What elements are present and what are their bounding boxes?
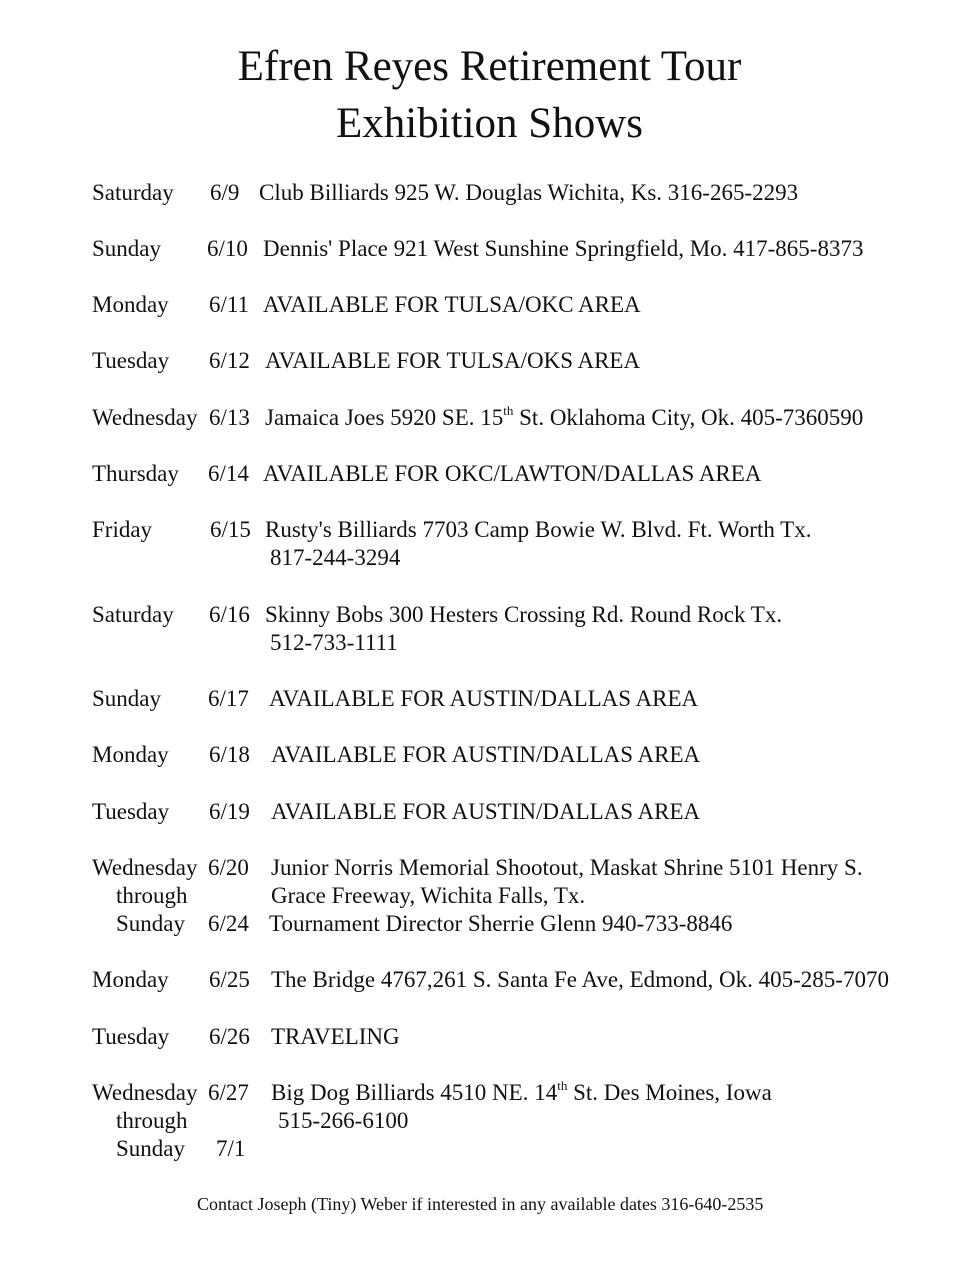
entry-day: Sunday	[92, 236, 161, 261]
entry-director: Tournament Director Sherrie Glenn 940-733-8846	[269, 911, 733, 936]
entry-venue: Big Dog Billiards 4510 NE. 14th St. Des Moines, Iowa	[271, 1078, 772, 1105]
entry-day: Friday	[92, 517, 153, 542]
entry-venue: Dennis' Place 921 West Sunshine Springfield, Mo. 417-865-8373	[263, 236, 864, 261]
entry-date: 6/15	[210, 517, 251, 542]
entry-phone: 512-733-1111	[270, 630, 398, 655]
entry-day: Saturday	[92, 180, 174, 205]
entry-day: Thursday	[92, 461, 179, 486]
entry-end-day: Sunday	[116, 911, 185, 936]
entry-date: 6/26	[209, 1024, 250, 1049]
title-line-2: Exhibition Shows	[335, 100, 643, 147]
entry-venue-cont: Grace Freeway, Wichita Falls, Tx.	[271, 883, 586, 908]
entry-day: Wednesday	[92, 1080, 198, 1105]
entry-venue: Skinny Bobs 300 Hesters Crossing Rd. Round Rock Tx.	[265, 602, 783, 627]
entry-venue: The Bridge 4767,261 S. Santa Fe Ave, Edmond, Ok. 405-285-7070	[271, 967, 889, 992]
entry-venue: Jamaica Joes 5920 SE. 15th St. Oklahoma City, Ok. 405-7360590	[265, 403, 864, 430]
title-line-1: Efren Reyes Retirement Tour	[237, 43, 742, 90]
entry-end-date: 7/1	[216, 1136, 246, 1161]
entry-day: Monday	[92, 292, 169, 317]
entry-day: Sunday	[92, 686, 161, 711]
entry-venue: AVAILABLE FOR AUSTIN/DALLAS AREA	[271, 742, 701, 767]
entry-date: 6/13	[209, 405, 250, 430]
entry-date: 6/18	[209, 742, 250, 767]
entry-date: 6/25	[209, 967, 250, 992]
entry-day: Tuesday	[92, 1024, 170, 1049]
entry-end-day: Sunday	[116, 1136, 185, 1161]
entry-day: Wednesday	[92, 405, 198, 430]
entry-phone: 515-266-6100	[278, 1108, 409, 1133]
entry-day: Tuesday	[92, 799, 170, 824]
entry-day: Saturday	[92, 602, 174, 627]
entry-venue: AVAILABLE FOR TULSA/OKS AREA	[265, 348, 641, 373]
contact-note: Contact Joseph (Tiny) Weber if interested in any available dates 316-640-2535	[197, 1194, 764, 1214]
entry-date: 6/9	[210, 180, 240, 205]
entry-date: 6/10	[207, 236, 248, 261]
entry-date: 6/20	[208, 855, 249, 880]
entry-venue: TRAVELING	[271, 1024, 400, 1049]
entry-venue: AVAILABLE FOR AUSTIN/DALLAS AREA	[271, 799, 701, 824]
entry-date: 6/17	[208, 686, 249, 711]
entry-date: 6/11	[209, 292, 250, 317]
entry-day: Monday	[92, 967, 169, 992]
entry-venue: Junior Norris Memorial Shootout, Maskat Shrine 5101 Henry S.	[271, 855, 863, 880]
entry-through: through	[116, 883, 188, 908]
entry-date: 6/27	[208, 1080, 249, 1105]
entry-day: Wednesday	[92, 855, 198, 880]
entry-venue: AVAILABLE FOR TULSA/OKC AREA	[263, 292, 641, 317]
entry-date: 6/16	[209, 602, 250, 627]
entry-day: Monday	[92, 742, 169, 767]
entry-through: through	[116, 1108, 188, 1133]
entry-date: 6/14	[208, 461, 249, 486]
entry-venue: Club Billiards 925 W. Douglas Wichita, Ks. 316-265-2293	[259, 180, 799, 205]
entry-phone: 817-244-3294	[270, 545, 401, 570]
entry-date: 6/19	[209, 799, 250, 824]
entry-day: Tuesday	[92, 348, 170, 373]
entry-venue: AVAILABLE FOR AUSTIN/DALLAS AREA	[269, 686, 699, 711]
entry-venue: Rusty's Billiards 7703 Camp Bowie W. Blvd. Ft. Worth Tx.	[265, 517, 812, 542]
page-title	[0, 38, 979, 152]
entry-venue: AVAILABLE FOR OKC/LAWTON/DALLAS AREA	[263, 461, 762, 486]
entry-end-date: 6/24	[208, 911, 249, 936]
entry-date: 6/12	[209, 348, 250, 373]
